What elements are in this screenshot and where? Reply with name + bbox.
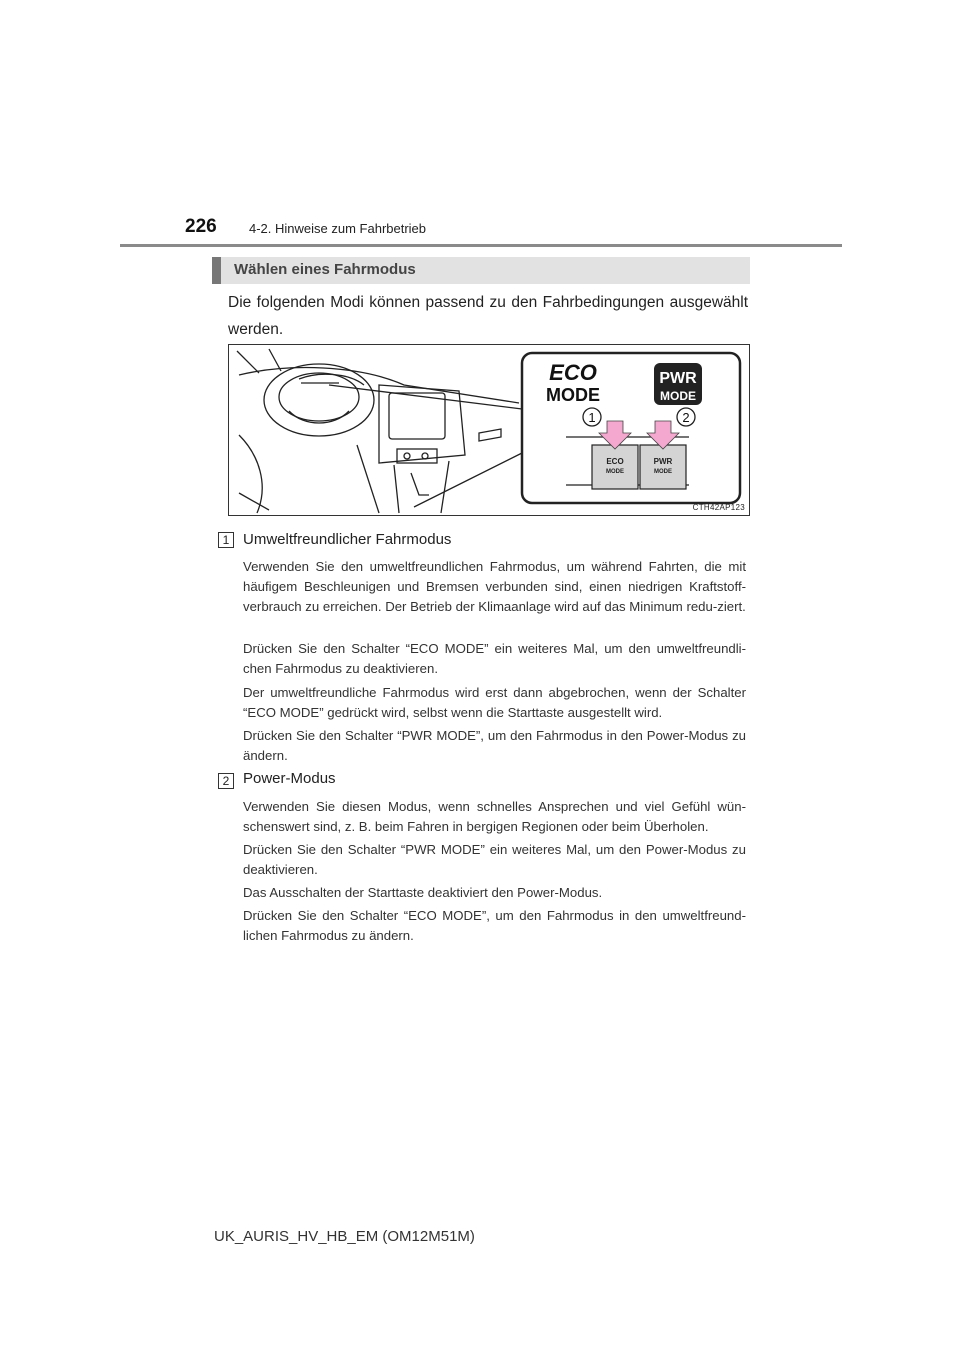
section-heading-bar <box>212 257 750 284</box>
intro-paragraph: Die folgenden Modi können passend zu den Fahrbedingungen ausgewählt werden. <box>228 294 748 338</box>
item1-paragraph-2: Drücken Sie den Schalter “ECO MODE” ein weiteres Mal, um den umweltfreundli-chen Fahrmodus zu deaktivieren. <box>243 641 746 676</box>
eco-switch-label-top: ECO <box>606 457 624 466</box>
item-marker-2: 2 <box>218 773 234 789</box>
callout-number-1: 1 <box>588 410 596 425</box>
item-marker-1: 1 <box>218 532 234 548</box>
dashboard-linework <box>237 349 522 513</box>
item1-paragraph-1: Verwenden Sie den umweltfreundlichen Fahrmodus, um während Fahrten, die mit häufigem Beschleunigen und Bremsen verbunden sind, einen niedrigen Kraftstoff-verbrauch zu erreichen. Der Betrieb der Klimaanlage wird auf das Minimum redu-ziert. <box>243 559 746 614</box>
pwr-switch-label-bottom: MODE <box>654 469 672 475</box>
item-title-eco: Umweltfreundlicher Fahrmodus <box>243 531 452 548</box>
eco-mode-switch <box>592 445 638 489</box>
section-label: 4-2. Hinweise zum Fahrbetrieb <box>249 221 427 236</box>
section-heading: Wählen eines Fahrmodus <box>234 261 416 278</box>
eco-switch-label-bottom: MODE <box>606 469 624 475</box>
pwr-mode-switch <box>640 445 686 489</box>
item2-paragraph-1: Verwenden Sie diesen Modus, wenn schnelles Ansprechen und viel Gefühl wün-schenswert sind, z. B. beim Fahren in bergigen Regionen oder beim Überholen. <box>243 799 746 834</box>
item1-paragraph-4: Drücken Sie den Schalter “PWR MODE”, um den Fahrmodus in den Power-Modus zu ändern. <box>243 728 746 763</box>
header-divider <box>120 244 842 247</box>
dashboard-illustration <box>228 344 750 516</box>
page-number: 226 <box>185 216 217 237</box>
item2-paragraph-3: Das Ausschalten der Starttaste deaktiviert den Power-Modus. <box>243 885 603 900</box>
eco-label-bottom: MODE <box>546 385 600 405</box>
item-title-power: Power-Modus <box>243 770 336 787</box>
callout-number-2: 2 <box>682 410 690 425</box>
eco-label-top: ECO <box>549 360 597 385</box>
pwr-switch-label-top: PWR <box>653 457 673 466</box>
item1-paragraph-3: Der umweltfreundliche Fahrmodus wird erst dann abgebrochen, wenn der Schalter “ECO MODE” gedrückt wird, selbst wenn die Starttaste ausgestellt wird. <box>243 685 746 720</box>
center-display <box>389 393 445 439</box>
figure-code: CTH42AP123 <box>692 503 745 512</box>
item2-paragraph-2: Drücken Sie den Schalter “PWR MODE” ein weiteres Mal, um den Power-Modus zu deaktivieren. <box>243 842 746 877</box>
footer-document-code: UK_AURIS_HV_HB_EM (OM12M51M) <box>214 1228 475 1245</box>
item2-paragraph-4: Drücken Sie den Schalter “ECO MODE”, um den Fahrmodus in den umweltfreund-lichen Fahrmodus zu ändern. <box>243 908 746 943</box>
pwr-label-bottom: MODE <box>660 389 696 403</box>
pwr-label-top: PWR <box>659 370 697 387</box>
dashboard-drawing <box>229 345 749 515</box>
